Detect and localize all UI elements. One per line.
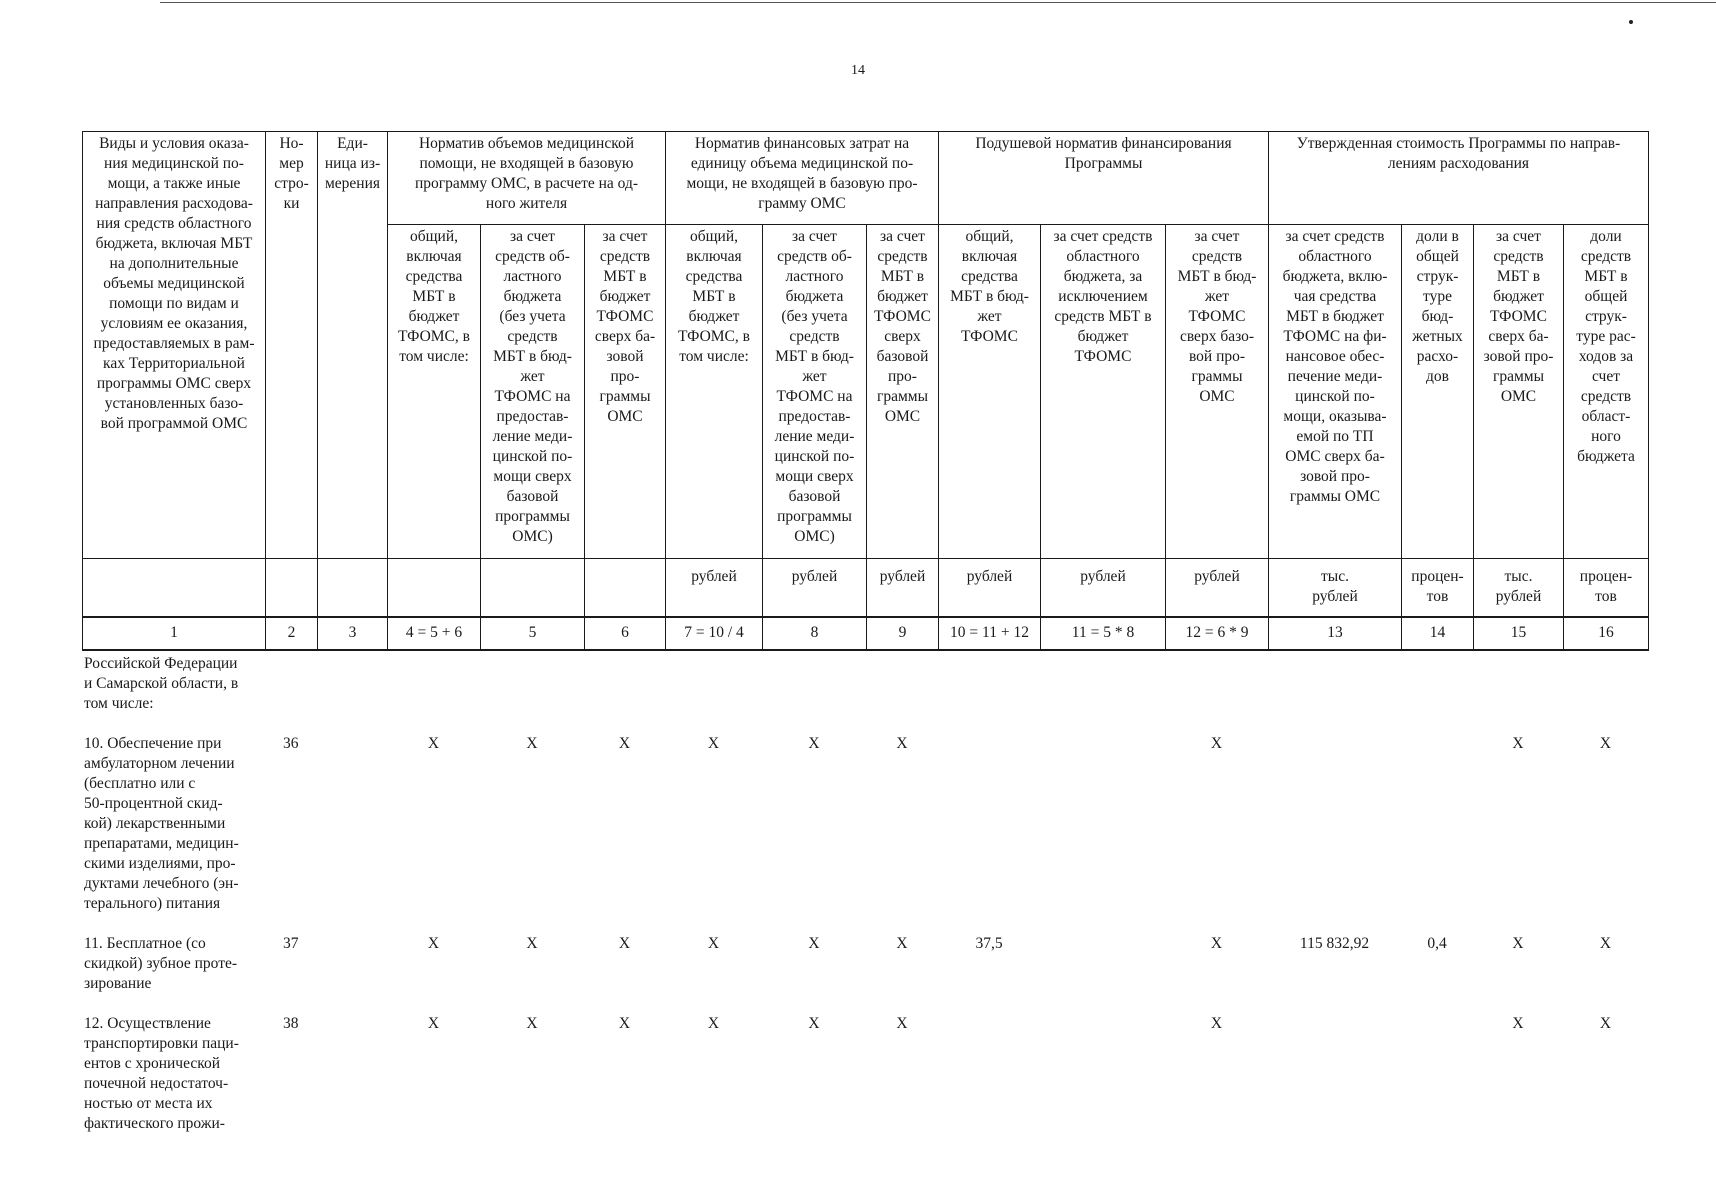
table-row [82,734,1648,934]
column-number: 1 [83,617,266,650]
subheader-9: за счет средств МБТ в бюджет ТФОМС сверх базовой про- граммы ОМС [867,225,939,559]
scan-dot [1629,20,1633,24]
row-cell: X [526,935,538,952]
header-group-4: Утвержденная стоимость Программы по направ- лениям расходования [1269,132,1649,225]
subheader-7: общий, включая средства МБТ в бюджет ТФОМС, в том числе: [666,225,763,559]
row-number [265,654,317,734]
column-number: 4 = 5 + 6 [388,617,481,650]
row-cell: X [808,735,820,752]
row-cell: X [427,735,440,752]
row-cell [584,654,665,734]
row-cell: 115 832,92 [1299,935,1370,952]
row-name: Российской Федерации и Самарской области, в том числе: [84,655,239,712]
column-number: 15 [1474,617,1564,650]
row-name: 10. Обеспечение при амбулаторном лечении (бесплатно или с 50-процентной скид- кой) лекарственными препаратами, медицин- скими изделиями, про- дуктами лечебного (эн- терального) питания [84,735,239,912]
column-number: 9 [867,617,939,650]
row-cell: X [618,735,631,752]
row-cell: X [618,1015,631,1032]
row-cell: X [1599,1015,1612,1032]
subheader-8: за счет средств об- ластного бюджета (без учета средств МБТ в бюд- жет ТФОМС на предостав- ление меди- цинской по- мощи сверх базовой программы ОМС) [763,225,867,559]
row-cell [1268,734,1401,934]
row-cell [480,654,584,734]
row-cell: X [707,735,720,752]
table-row [82,1014,1648,1154]
header-col-2: Но- мер стро- ки [266,132,318,559]
subheader-12: за счет средств МБТ в бюд- жет ТФОМС сверх базо- вой про- граммы ОМС [1166,225,1269,559]
row-cell [938,654,1040,734]
subheader-10: общий, включая средства МБТ в бюд- жет ТФОМС [939,225,1041,559]
row-cell [1401,654,1473,734]
unit-cell: рублей [939,559,1041,617]
row-cell [317,934,387,1014]
row-cell: X [526,1015,538,1032]
row-cell: X [896,735,908,752]
header-table [82,131,1649,651]
table-row [82,654,1648,734]
row-cell: X [618,935,631,952]
row-cell [1268,654,1401,734]
row-cell [1401,1014,1473,1154]
row-cell: X [896,935,908,952]
column-number: 8 [763,617,867,650]
column-number: 5 [481,617,585,650]
unit-cell [318,559,388,617]
subheader-15: за счет средств МБТ в бюджет ТФОМС сверх ба- зовой про- граммы ОМС [1474,225,1564,559]
column-number: 2 [266,617,318,650]
subheader-6: за счет средств МБТ в бюджет ТФОМС сверх ба- зовой про- граммы ОМС [585,225,666,559]
subheader-13: за счет средств областного бюджета, вклю- чая средства МБТ в бюджет ТФОМС на фи- нансовое обес- печение меди- цинской по- мощи, оказыва- емой по ТП ОМС сверх ба- зовой про- граммы ОМС [1269,225,1402,559]
unit-cell [585,559,666,617]
unit-cell [83,559,266,617]
unit-cell: рублей [867,559,939,617]
row-cell: X [896,1015,908,1032]
unit-cell [481,559,585,617]
unit-cell: процен- тов [1402,559,1474,617]
row-cell: X [526,735,538,752]
column-number: 3 [318,617,388,650]
row-cell [1040,1014,1165,1154]
row-cell: X [1512,1015,1524,1032]
header-col-3: Еди- ница из- мерения [318,132,388,559]
row-cell: X [1210,1015,1223,1032]
row-cell: X [1599,735,1612,752]
row-cell [1401,734,1473,934]
page-number: 14 [851,63,865,78]
row-cell [317,734,387,934]
row-cell [1040,934,1165,1014]
row-cell [938,734,1040,934]
row-cell: X [1512,735,1524,752]
row-cell: X [707,1015,720,1032]
row-cell [1040,734,1165,934]
row-cell: X [1210,735,1223,752]
column-number: 11 = 5 * 8 [1041,617,1166,650]
row-number: 37 [283,935,299,952]
column-number: 12 = 6 * 9 [1166,617,1269,650]
row-cell [1268,1014,1401,1154]
row-cell [665,654,762,734]
column-number: 13 [1269,617,1402,650]
column-number: 10 = 11 + 12 [939,617,1041,650]
row-cell [387,654,480,734]
column-number: 14 [1402,617,1474,650]
unit-cell: процен- тов [1564,559,1649,617]
subheader-14: доли в общей струк- туре бюд- жетных расхо- дов [1402,225,1474,559]
row-cell: X [808,1015,820,1032]
column-number: 7 = 10 / 4 [666,617,763,650]
subheader-4: общий, включая средства МБТ в бюджет ТФОМС, в том числе: [388,225,481,559]
row-cell [1563,654,1648,734]
unit-cell: тыс. рублей [1474,559,1564,617]
row-cell [938,1014,1040,1154]
unit-cell: рублей [1041,559,1166,617]
header-col-1: Виды и условия оказа- ния медицинской по- мощи, а также иные направления расходова- ния средств областного бюджета, включая МБТ на дополнительные объемы медицинской помощи по видам и условиям ее оказания, предоставляемых в рам- ках Территориальной программы ОМС сверх установленных базо- вой программой ОМС [83,132,266,559]
row-cell: X [1512,935,1524,952]
row-cell [1165,654,1268,734]
row-cell [1040,654,1165,734]
unit-cell [266,559,318,617]
subheader-16: доли средств МБТ в общей струк- туре рас- ходов за счет средств област- ного бюджета [1564,225,1649,559]
row-name: 12. Осуществление транспортировки паци- ентов с хронической почечной недостаточ- ностью от места их фактического прожи- [84,1015,239,1132]
row-number: 38 [283,1015,299,1032]
subheader-5: за счет средств об- ластного бюджета (без учета средств МБТ в бюд- жет ТФОМС на предостав- ление меди- цинской по- мощи сверх базовой программы ОМС) [481,225,585,559]
row-cell [317,654,387,734]
row-cell: 37,5 [975,935,1003,952]
unit-cell: рублей [1166,559,1269,617]
unit-cell: рублей [763,559,867,617]
unit-cell: тыс. рублей [1269,559,1402,617]
column-number: 6 [585,617,666,650]
row-number: 36 [283,735,299,752]
header-group-1: Норматив объемов медицинской помощи, не входящей в базовую программу ОМС, в расчете на од- ного жителя [388,132,666,225]
row-cell: X [1599,935,1612,952]
header-group-3: Подушевой норматив финансирования Программы [939,132,1269,225]
unit-cell [388,559,481,617]
row-cell: X [427,935,440,952]
row-cell: X [808,935,820,952]
body-table [82,654,1648,1154]
header-group-2: Норматив финансовых затрат на единицу объема медицинской по- мощи, не входящей в базовую про- грамму ОМС [666,132,939,225]
unit-cell: рублей [666,559,763,617]
row-cell [866,654,938,734]
row-cell [1473,654,1563,734]
subheader-11: за счет средств областного бюджета, за исключением средств МБТ в бюджет ТФОМС [1041,225,1166,559]
row-cell: X [1210,935,1223,952]
row-name: 11. Бесплатное (со скидкой) зубное протe- зирование [84,935,238,992]
row-cell [317,1014,387,1154]
row-cell: 0,4 [1427,935,1447,952]
row-cell: X [707,935,720,952]
top-rule [160,2,1716,3]
column-number: 16 [1564,617,1649,650]
row-cell [762,654,866,734]
table-row [82,934,1648,1014]
row-cell: X [427,1015,440,1032]
